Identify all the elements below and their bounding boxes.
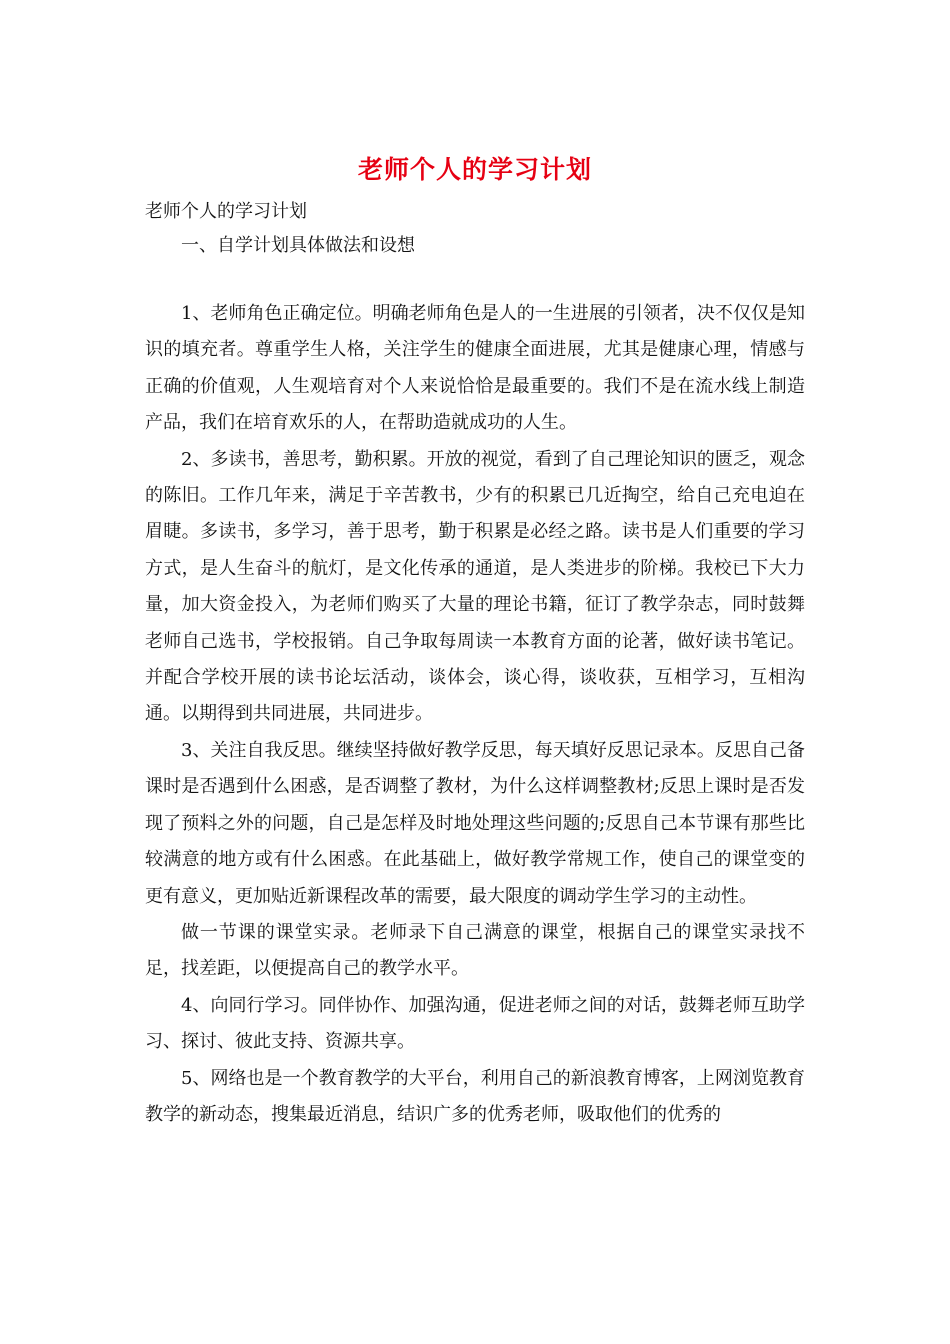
body-text [145, 296, 805, 1133]
paragraph-4: 做一节课的课堂实录。老师录下自己满意的课堂，根据自己的课堂实录找不足，找差距，以便提高自己的教学水平。 [145, 921, 805, 980]
paragraph-2: 2、多读书，善思考，勤积累。开放的视觉，看到了自己理论知识的匮乏，观念的陈旧。工作几年来，满足于辛苦教书，少有的积累已几近掏空，给自己充电迫在眉睫。多读书，多学习，善于思考，勤于积累是必经之路。读书是人们重要的学习方式，是人生奋斗的航灯，是文化传承的通道，是人类进步的阶梯。我校已下大力量，加大资金投入，为老师们购买了大量的理论书籍，征订了教学杂志，同时鼓舞老师自己选书，学校报销。自己争取每周读一本教育方面的论著，做好读书笔记。并配合学校开展的读书论坛活动，谈体会，谈心得，谈收获，互相学习，互相沟通。以期得到共同进展，共同进步。 [145, 448, 805, 725]
document-title: 老师个人的学习计划 [357, 155, 592, 184]
section-heading: 一、自学计划具体做法和设想 [181, 235, 415, 256]
document-subtitle: 老师个人的学习计划 [145, 201, 307, 222]
paragraph-5: 4、向同行学习。同伴协作、加强沟通，促进老师之间的对话，鼓舞老师互助学习、探讨、彼此支持、资源共享。 [145, 994, 805, 1053]
paragraph-3: 3、关注自我反思。继续坚持做好教学反思，每天填好反思记录本。反思自己备课时是否遇到什么困惑，是否调整了教材，为什么这样调整教材;反思上课时是否发现了预料之外的问题，自己是怎样及时地处理这些问题的;反思自己本节课有那些比较满意的地方或有什么困惑。在此基础上，做好教学常规工作，使自己的课堂变的更有意义，更加贴近新课程改革的需要，最大限度的调动学生学习的主动性。 [145, 739, 805, 907]
paragraph-6: 5、网络也是一个教育教学的大平台，利用自己的新浪教育博客，上网浏览教育教学的新动态，搜集最近消息，结识广多的优秀老师，吸取他们的优秀的 [145, 1067, 805, 1125]
paragraph-1: 1、老师角色正确定位。明确老师角色是人的一生进展的引领者，决不仅仅是知识的填充者。尊重学生人格，关注学生的健康全面进展，尤其是健康心理，情感与正确的价值观，人生观培育对个人来说恰恰是最重要的。我们不是在流水线上制造产品，我们在培育欢乐的人，在帮助造就成功的人生。 [145, 303, 805, 434]
